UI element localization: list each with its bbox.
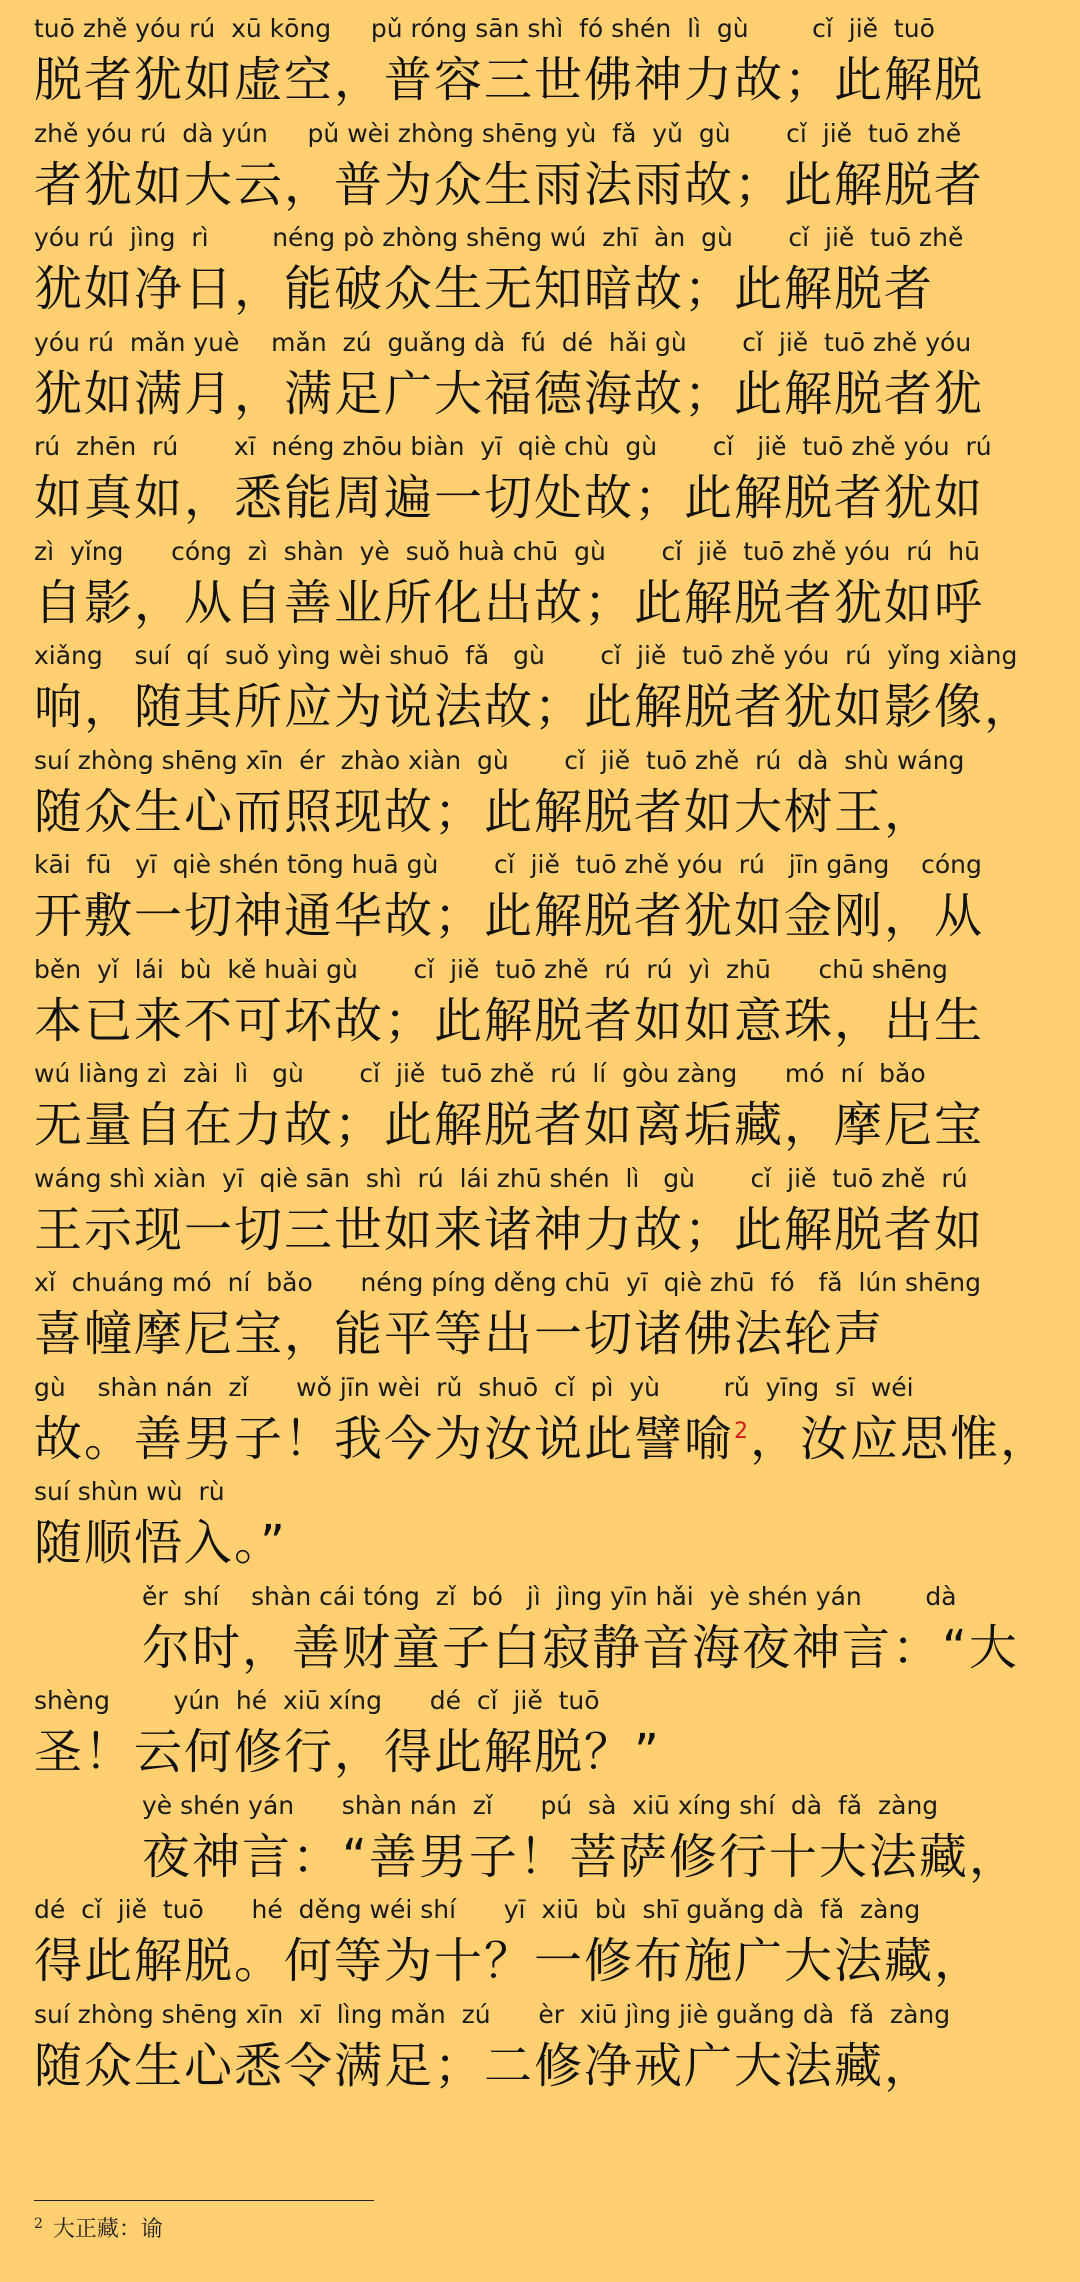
pinyin-line: ěr shí shàn cái tóng zǐ bó jì jìng yīn hǎi yè shén yán dà: [142, 1581, 957, 1611]
text-line: [34, 746, 1046, 850]
chinese-line: [34, 782, 934, 842]
chinese-line: [34, 1409, 1050, 1469]
pinyin-line: dé cǐ jiě tuō hé děng wéi shí yī xiū bù shī guǎng dà fǎ zàng: [34, 1895, 921, 1924]
chinese-text: 脱者犹如虚空，普容三世佛神力故；此解脱: [34, 52, 985, 108]
text-line: [34, 1372, 1051, 1477]
chinese-text: 喜幢摩尼宝，能平等出一切诸佛法轮声: [34, 1306, 885, 1362]
chinese-line: [34, 155, 984, 215]
text-line: [34, 955, 1046, 1059]
pinyin-line: xǐ chuáng mó ní bǎo néng píng děng chū yī qiè zhū fó fǎ lún shēng: [34, 1268, 982, 1297]
footnote-number: 2: [34, 2215, 43, 2232]
chinese-text: 随众生心而照现故；此解脱者如大树王，: [34, 783, 935, 840]
pinyin-line: běn yǐ lái bù kě huài gù cǐ jiě tuō zhě rú rú yì zhū chū shēng: [34, 954, 948, 984]
chinese-text: 随顺悟入。”: [34, 1515, 287, 1571]
text-line: [34, 119, 1046, 223]
chinese-text-continued: ，汝应思惟，: [750, 1410, 1051, 1467]
chinese-line: [34, 677, 1034, 737]
pinyin-line: gù shàn nán zǐ wǒ jīn wèi rǔ shuō cǐ pì yù rǔ yīng sī wéi: [34, 1372, 914, 1402]
chinese-line: [34, 1722, 661, 1782]
pinyin-line: suí zhòng shēng xīn ér zhào xiàn gù cǐ jiě tuō zhě rú dà shù wáng: [34, 745, 965, 775]
text-line: [34, 328, 1046, 432]
text-line: [34, 1164, 1046, 1268]
text-line: [34, 1582, 1046, 1686]
chinese-line: [142, 1618, 1019, 1678]
chinese-text: 无量自在力故；此解脱者如离垢藏，摩尼宝: [34, 1097, 985, 1153]
pinyin-line: yóu rú mǎn yuè mǎn zú guǎng dà fú dé hǎi gù cǐ jiě tuō zhě yóu: [34, 327, 972, 357]
footnote-marker: 2: [734, 1418, 751, 1444]
chinese-line: [34, 886, 984, 946]
chinese-line: [34, 1304, 884, 1364]
chinese-text: 夜神言：“善男子！菩萨修行十大法藏，: [142, 1828, 1019, 1885]
pinyin-line: zhě yóu rú dà yún pǔ wèi zhòng shēng yù fǎ yǔ gù cǐ jiě tuō zhě: [34, 118, 962, 148]
chinese-text: 犹如净日，能破众生无知暗故；此解脱者: [34, 261, 935, 317]
chinese-text: 自影，从自善业所化出故；此解脱者犹如呼: [34, 574, 985, 631]
chinese-line: [34, 468, 984, 528]
text-line: [34, 1059, 1046, 1163]
text-line: [34, 14, 1046, 118]
text-line: [34, 432, 1046, 536]
pinyin-line: wáng shì xiàn yī qiè sān shì rú lái zhū shén lì gù cǐ jiě tuō zhě rú: [34, 1163, 968, 1193]
pinyin-line: tuō zhě yóu rú xū kōng pǔ róng sān shì fó shén lì gù cǐ jiě tuō: [34, 14, 935, 43]
chinese-line: [34, 50, 984, 110]
text-line: [34, 2000, 1046, 2104]
chinese-text: 故。善男子！我今为汝说此譬喻: [34, 1410, 735, 1467]
chinese-text: 犹如满月，满足广大福德海故；此解脱者犹: [34, 365, 985, 422]
pinyin-line: rú zhēn rú xī néng zhōu biàn yī qiè chù gù cǐ jiě tuō zhě yóu rú: [34, 432, 992, 461]
chinese-line: [34, 1931, 984, 1991]
chinese-text: 随众生心悉令满足；二修净戒广大法藏，: [34, 2037, 935, 2094]
chinese-line: [34, 1513, 287, 1573]
text-line: [34, 1268, 1046, 1372]
chinese-line: [142, 1827, 1019, 1887]
chinese-line: [34, 1095, 984, 1155]
chinese-line: [34, 1200, 984, 1260]
chinese-text: 尔时，善财童子白寂静音海夜神言：“大: [142, 1619, 1019, 1676]
pinyin-line: yè shén yán shàn nán zǐ pú sà xiū xíng shí dà fǎ zàng: [142, 1790, 939, 1820]
text-line: [34, 1477, 1046, 1581]
chinese-text: 开敷一切神通华故；此解脱者犹如金刚，从: [34, 888, 985, 944]
chinese-text: 响，随其所应为说法故；此解脱者犹如影像，: [34, 679, 1035, 735]
pinyin-line: zì yǐng cóng zì shàn yè suǒ huà chū gù cǐ jiě tuō zhě yóu rú hū: [34, 536, 980, 566]
chinese-line: [34, 259, 934, 319]
chinese-text: 本已来不可坏故；此解脱者如如意珠，出生: [34, 992, 985, 1049]
pinyin-line: suí shùn wù rù: [34, 1477, 225, 1506]
pinyin-line: shèng yún hé xiū xíng dé cǐ jiě tuō: [34, 1686, 600, 1715]
footnote-divider: [34, 2200, 374, 2201]
text-line: [34, 537, 1046, 641]
pinyin-line: yóu rú jìng rì néng pò zhòng shēng wú zhī àn gù cǐ jiě tuō zhě: [34, 223, 964, 252]
chinese-text: 得此解脱。何等为十？一修布施广大法藏，: [34, 1933, 985, 1989]
text-line: [34, 1895, 1046, 1999]
text-line: [34, 850, 1046, 954]
chinese-line: [34, 573, 984, 633]
text-line: [34, 641, 1046, 745]
chinese-line: [34, 2036, 934, 2096]
pinyin-line: kāi fū yī qiè shén tōng huā gù cǐ jiě tuō zhě yóu rú jīn gāng cóng: [34, 850, 982, 879]
text-line: [34, 1686, 1046, 1790]
chinese-text: 王示现一切三世如来诸神力故；此解脱者如: [34, 1201, 985, 1258]
chinese-text: 如真如，悉能周遍一切处故；此解脱者犹如: [34, 470, 985, 526]
pinyin-line: wú liàng zì zài lì gù cǐ jiě tuō zhě rú lí gòu zàng mó ní bǎo: [34, 1059, 926, 1088]
chinese-line: [34, 991, 984, 1051]
chinese-line: [34, 364, 984, 424]
footnote: [34, 2212, 163, 2243]
chinese-text: 圣！云何修行，得此解脱？”: [34, 1724, 661, 1780]
pinyin-line: suí zhòng shēng xīn xī lìng mǎn zú èr xiū jìng jiè guǎng dà fǎ zàng: [34, 1999, 951, 2029]
chinese-text: 者犹如大云，普为众生雨法雨故；此解脱者: [34, 156, 985, 213]
text-line: [34, 1791, 1046, 1895]
pinyin-line: xiǎng suí qí suǒ yìng wèi shuō fǎ gù cǐ jiě tuō zhě yóu rú yǐng xiàng: [34, 641, 1018, 670]
text-line: [34, 223, 1046, 327]
footnote-text: 大正藏：谕: [52, 2217, 163, 2242]
